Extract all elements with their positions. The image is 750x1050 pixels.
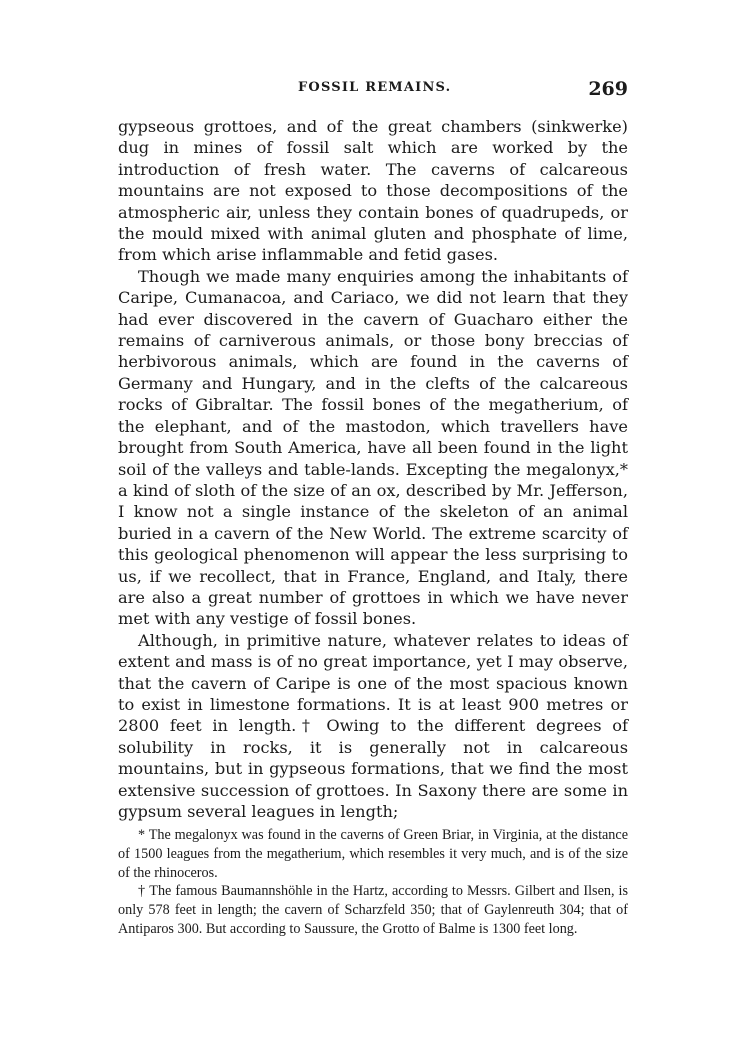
paragraph-fossil-remains: Though we made many enquiries among the inhabitants of Caripe, Cumanacoa, and Cariaco, we did not learn that they had ever discovered in the cavern of Guacharo either the remains of carniverous animals, or those bony breccias of herbivorous animals, which are found in the caverns of Germany and Hungary, and in the clefts of the calcareous rocks of Gibraltar. The fossil bones of the megatherium, of the elephant, and of the mastodon, which travellers have brought from South America, have all been found in the light soil of the valleys and table-lands. Excepting the megalonyx,* a kind of sloth of the size of an ox, described by Mr. Jefferson, I know not a single instance of the skeleton of an animal buried in a cavern of the New World. The extreme scarcity of this geological phenomenon will appear the less surprising to us, if we recollect, that in France, England, and Italy, there are also a great number of grottoes in which we have never met with any vestige of fossil bones. bbox=[118, 266, 628, 629]
paragraph-cavern-extent: Although, in primitive nature, whatever relates to ideas of extent and mass is of no great importance, yet I may observe, that the cavern of Caripe is one of the most spacious known to exist in limestone formations. It is at least 900 metres or 2800 feet in length.† Owing to the different degrees of solubility in rocks, it is generally not in calcareous mountains, but in gypseous formations, that we find the most extensive succession of grottoes. In Saxony there are some in gypsum several leagues in length; bbox=[118, 630, 628, 821]
footnotes bbox=[118, 826, 628, 939]
running-head: FOSSIL REMAINS. bbox=[298, 80, 452, 95]
footnote-megalonyx: * The megalonyx was found in the caverns of Green Briar, in Virginia, at the distance of 1500 leagues from the megatherium, which resembles it very much, and is of the size of the rhinoceros. bbox=[118, 827, 628, 881]
footnote-baumannshohle: † The famous Baumannshöhle in the Hartz, according to Messrs. Gilbert and Ilsen, is only 578 feet in length; the cavern of Scharzfeld 350; that of Gaylenreuth 304; that of Antiparos 300. But according to Saussure, the Grotto of Balme is 1300 feet long. bbox=[118, 883, 628, 937]
page-header bbox=[118, 78, 628, 108]
body-text bbox=[118, 116, 628, 822]
paragraph-continuation: gypseous grottoes, and of the great chambers (sinkwerke) dug in mines of fossil salt which are worked by the introduction of fresh water. The caverns of calcareous mountains are not exposed to those decompositions of the atmospheric air, unless they contain bones of quadrupeds, or the mould mixed with animal gluten and phosphate of lime, from which arise inflammable and fetid gases. bbox=[118, 117, 628, 265]
page-number: 269 bbox=[588, 78, 628, 100]
